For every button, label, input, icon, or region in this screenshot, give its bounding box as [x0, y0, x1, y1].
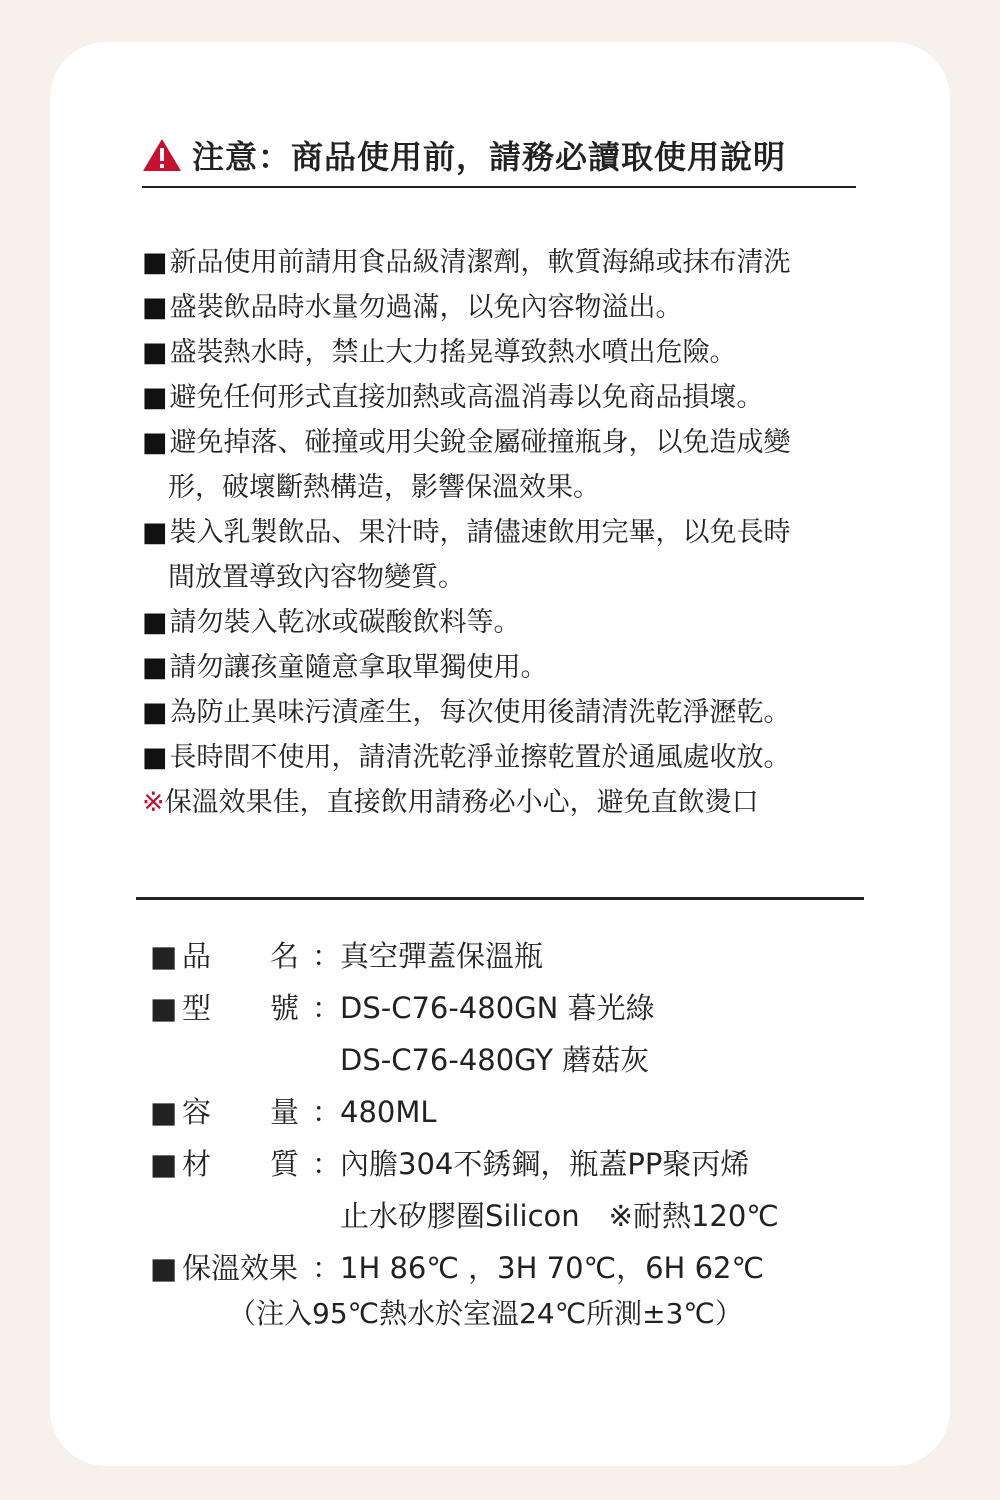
note-item-continued: 間放置導致內容物變質。 — [168, 562, 465, 593]
note-item: ■盛裝飲品時水量勿過滿，以免內容物溢出。 — [142, 292, 683, 323]
note-item: ■避免掉落、碰撞或用尖銳金屬碰撞瓶身，以免造成變 — [142, 427, 791, 458]
spec-value: DS-C76-480GN 暮光綠 — [340, 991, 655, 1025]
notice-title: 注意：商品使用前，請務必讀取使用說明 — [192, 138, 787, 176]
spec-material-line2 — [150, 1190, 870, 1242]
spec-name: ■ 品 名 ： 真空彈蓋保溫瓶 — [150, 930, 870, 982]
spec-value: DS-C76-480GY 蘑菇灰 — [340, 1043, 650, 1077]
notice-header — [142, 130, 856, 188]
section-divider — [136, 897, 864, 900]
spec-material: ■ 材 質 ： 內膽304不銹鋼，瓶蓋PP聚丙烯 — [150, 1138, 870, 1190]
highlight-note: ※保溫效果佳，直接飲用請務必小心，避免直飲燙口 — [142, 787, 759, 818]
insulation-test-note: （注入95℃熱水於室溫24℃所測±3℃） — [228, 1297, 743, 1330]
spec-value: 內膽304不銹鋼，瓶蓋PP聚丙烯 — [340, 1147, 750, 1181]
spec-value: 480ML — [340, 1095, 437, 1129]
spec-capacity: ■ 容 量 ： 480ML — [150, 1086, 870, 1138]
spec-model: ■ 型 號 ： DS-C76-480GN 暮光綠 — [150, 982, 870, 1034]
spec-value: 1H 86℃ ，3H 70℃，6H 62℃ — [340, 1251, 765, 1285]
spec-model-line2 — [150, 1034, 870, 1086]
reference-mark: ※ — [142, 787, 165, 818]
note-item: ■長時間不使用，請清洗乾淨並擦乾置於通風處收放。 — [142, 742, 791, 773]
note-item: ■避免任何形式直接加熱或高溫消毒以免商品損壞。 — [142, 382, 764, 413]
spec-value: 真空彈蓋保溫瓶 — [340, 939, 544, 973]
note-item: ■請勿讓孩童隨意拿取單獨使用。 — [142, 652, 548, 683]
spec-insulation: ■ 保溫效果 ： 1H 86℃ ，3H 70℃，6H 62℃ — [150, 1242, 870, 1294]
note-item: ■盛裝熱水時，禁止大力搖晃導致熱水噴出危險。 — [142, 337, 737, 368]
warning-triangle-icon — [142, 138, 182, 172]
note-item: ■裝入乳製飲品、果汁時，請儘速飲用完畢，以免長時 — [142, 517, 791, 548]
spec-value: 止水矽膠圈Silicon ※耐熱120℃ — [340, 1199, 779, 1233]
note-item: ■請勿裝入乾冰或碳酸飲料等。 — [142, 607, 521, 638]
note-item: ■為防止異味污漬產生，每次使用後請清洗乾淨瀝乾。 — [142, 697, 791, 728]
usage-notes — [142, 240, 872, 825]
note-item-continued: 形，破壞斷熱構造，影響保溫效果。 — [168, 472, 600, 503]
note-item: ■新品使用前請用食品級清潔劑，軟質海綿或抹布清洗 — [142, 247, 791, 278]
product-specs — [150, 930, 870, 1294]
